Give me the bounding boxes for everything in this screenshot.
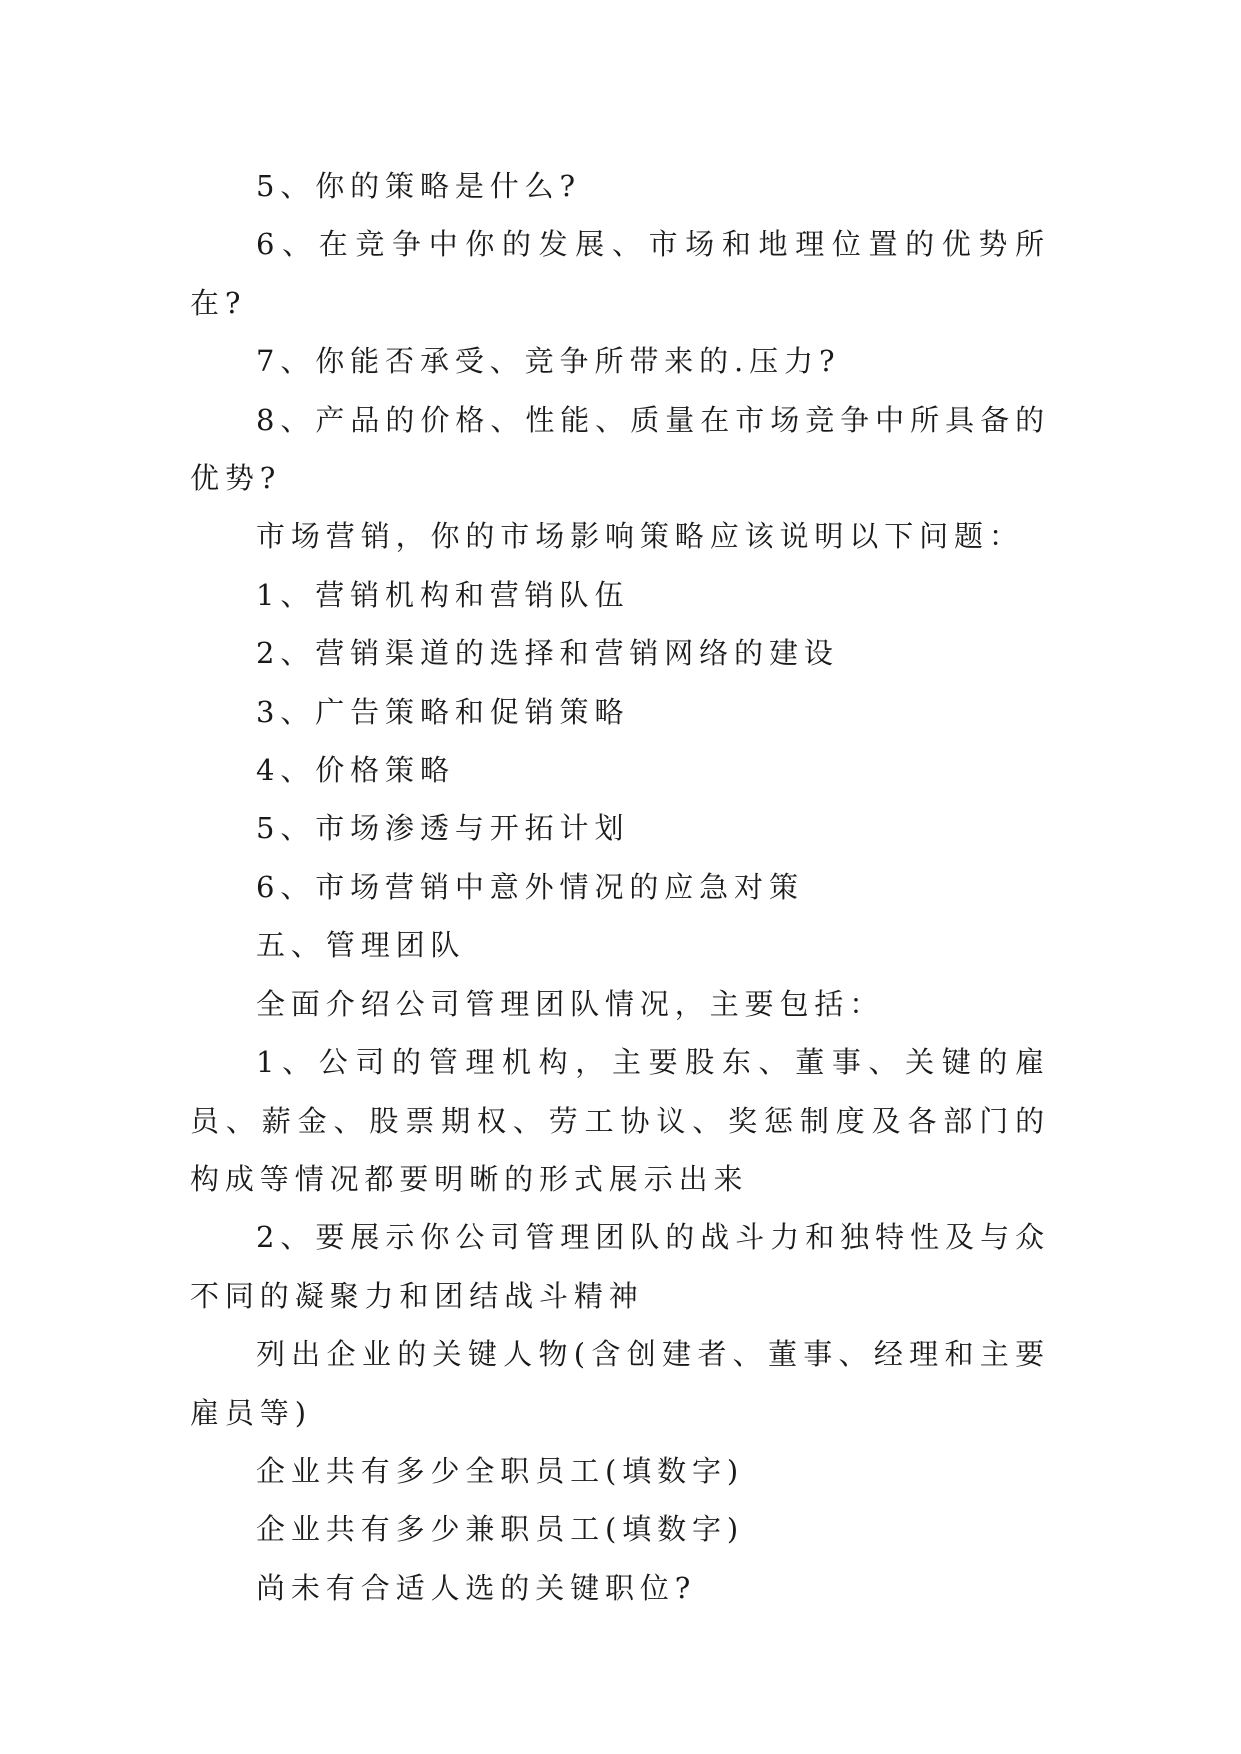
paragraph-management-structure: 1、公司的管理机构，主要股东、董事、关键的雇员、薪金、股票期权、劳工协议、奖惩制度及各部门的构成等情况都要明晰的形式展示出来 (190, 1045, 1050, 1196)
paragraph-contingency: 6、市场营销中意外情况的应急对策 (256, 869, 804, 904)
document-body (190, 157, 1050, 1617)
paragraph-part-time-staff: 企业共有多少兼职员工(填数字) (256, 1512, 745, 1547)
paragraph-management-intro: 全面介绍公司管理团队情况，主要包括： (256, 986, 885, 1021)
paragraph-strategy: 5、你的策略是什么? (256, 169, 581, 203)
paragraph-marketing-intro: 市场营销，你的市场影响策略应该说明以下问题： (256, 519, 1024, 554)
paragraph-vacant-positions: 尚未有合适人选的关键职位? (256, 1570, 697, 1605)
paragraph-competition-pressure: 7、你能否承受、竞争所带来的.压力? (256, 344, 841, 379)
paragraph-marketing-channels: 2、营销渠道的选择和营销网络的建设 (256, 636, 839, 671)
paragraph-market-penetration: 5、市场渗透与开拓计划 (256, 811, 630, 846)
paragraph-key-people: 列出企业的关键人物(含创建者、董事、经理和主要雇员等) (190, 1337, 1050, 1430)
paragraph-full-time-staff: 企业共有多少全职员工(填数字) (256, 1453, 745, 1488)
paragraph-marketing-team: 1、营销机构和营销队伍 (256, 577, 630, 612)
paragraph-team-strength: 2、要展示你公司管理团队的战斗力和独特性及与众不同的凝聚力和团结战斗精神 (190, 1220, 1050, 1313)
paragraph-advertising: 3、广告策略和促销策略 (256, 694, 630, 729)
paragraph-pricing: 4、价格策略 (256, 753, 455, 788)
section-heading-management-team: 五、管理团队 (256, 928, 466, 963)
paragraph-product-advantage: 8、产品的价格、性能、质量在市场竞争中所具备的优势? (190, 402, 1050, 496)
paragraph-competitive-advantage: 6、在竞争中你的发展、市场和地理位置的优势所在? (190, 227, 1050, 320)
